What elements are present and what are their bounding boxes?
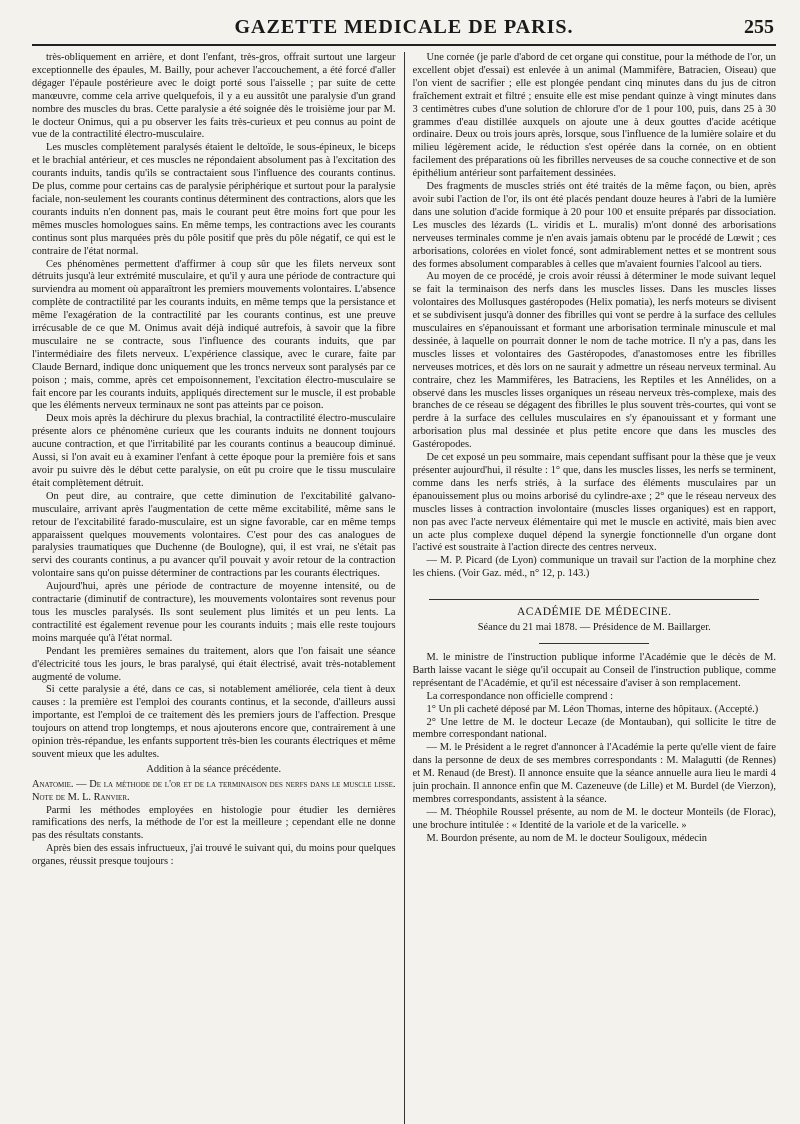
- page-number: 255: [744, 16, 774, 38]
- paragraph: — M. P. Picard (de Lyon) communique un travail sur l'action de la morphine chez les chiens. (Voir Gaz. méd., n° 12, p. 143.): [412, 555, 776, 580]
- paragraph: 1° Un pli cacheté déposé par M. Léon Thomas, interne des hôpitaux. (Accepté.): [426, 703, 759, 715]
- divider: [539, 643, 649, 644]
- paragraph: Parmi les méthodes employées en histologie pour étudier les dernières ramifications des nerfs, la méthode de l'or est la meilleure ; cependant elle ne donne pas des résultats constants.: [32, 804, 396, 842]
- paragraph: Si cette paralysie a été, dans ce cas, si notablement améliorée, cela tient à deux causes : la première est l'emploi des courants continus, et la seconde, d'ailleurs aussi importante, est l'emploi de ce traitement dès les premiers jours de l'affection. Presque toujours on attend trop longtemps, et nous ajouterons encore que, contrairement à une opinion très-répandue, les enfants supportent très-bien les courants électriques et même souvent mieux que les adultes.: [32, 684, 396, 760]
- page-header: [32, 14, 776, 46]
- left-column: [32, 52, 396, 1124]
- paragraph: Pendant les premières semaines du traitement, alors que l'on faisait une séance d'électricité tous les jours, le bras paralysé, qui était électrisé, avait très-notablement augmenté de volume.: [32, 645, 396, 683]
- article-heading: Anatomie. — De la méthode de l'or et de la terminaison des nerfs dans le muscle lisse. Note de M. L. Ranvier.: [32, 778, 396, 803]
- paragraph: On peut dire, au contraire, que cette diminution de l'excitabilité galvano-musculaire, arrivant après l'augmentation de cette même excitabilité, même sans le retour de l'excitabilité farado-musculaire, est un signe favorable, car en même temps apparaissent quelques mouvements volontaires. C'est pour des cas analogues de paralysies traumatiques que Duchenne (de Boulogne), qui, il est vrai, ne s'était pas servi des courants continus, a pu avancer qu'il pouvait y avoir retour de la contraction volontaire sans qu'on puisse déterminer de contractions par les courants électriques.: [32, 490, 396, 580]
- paragraph: très-obliquement en arrière, et dont l'enfant, très-gros, offrait surtout une largeur exceptionnelle des épaules, M. Bailly, pour achever l'accouchement, a été forcé d'aller dégager l'épaule postérieure avec le doigt porté sous l'aisselle ; par suite de cette manœuvre, comme cela arrive quelquefois, il y a eu aussitôt une paralysie d'un grand nombre des muscles du bras. Cette paralysie a été soignée dès le troisième jour par M. le docteur Onimus, qui a pu observer les faits très-curieux et peu connus au point de vue de la contractilité électro-musculaire.: [32, 52, 396, 141]
- columns: [32, 52, 776, 1124]
- session-line: Séance du 21 mai 1878. — Présidence de M. Baillarger.: [477, 622, 711, 634]
- paragraph: Une cornée (je parle d'abord de cet organe qui constitue, pour la méthode de l'or, un excellent objet d'essai) est enlevée à un animal (Mammifère, Batracien, Oiseau) que l'on vient de sacrifier ; elle est plongée pendant cinq minutes dans du jus de citron fraîchement extrait et filtré ; ensuite elle est mise pendant quinze à vingt minutes dans 3 centimètres cubes d'une solution de chlorure d'or de 1 pour 100, puis, dans 25 à 30 grammes d'eau distillée auxquels on ajoute une à deux gouttes d'acide acétique ordinaire. Deux ou trois jours après, lorsque, sous l'influence de la lumière solaire et du milieu légèrement acide, le réduction s'est opérée dans la cornée, on en obtient facilement des préparations où les fibrilles nerveuses de sa couche connective et de son épithélium antérieur sont parfaitement dessinées.: [412, 52, 776, 180]
- paragraph: Des fragments de muscles striés ont été traités de la même façon, ou bien, après avoir subi l'action de l'or, ils ont été placés pendant douze heures à l'abri de la lumière dans une solution d'acide formique à 20 pour 100 et ensuite préparés par dissociation. Les muscles des lézards (L. viridis et L. muralis) m'ont donné des arborisations nerveuses terminales comme je n'en avais jamais obtenu par le procédé de Lœwit ; ces arborisations, colorées en violet foncé, sont admirablement nettes et se montrent sous des formes absolument comparables à celles que m'avaient fournies l'alcool au tiers.: [412, 181, 776, 270]
- right-column: [413, 52, 777, 1124]
- column-divider: [404, 52, 405, 1124]
- paragraph: De cet exposé un peu sommaire, mais cependant suffisant pour la thèse que je veux présenter aujourd'hui, il résulte : 1° que, dans les muscles lisses, les nerfs se terminent, comme dans les nerfs striés, à la surface des éléments musculaires par un épanouissement plus ou moins arborisé du cylindre-axe ; 2° que le réseau nerveux des muscles lisses à contraction involontaire (muscles lisses organiques) est en rapport, non pas avec l'acte nerveux élémentaire qui met le muscle en activité, mais bien avec un acte plus complexe duquel dépend la synergie fonctionnelle d'un organe dont l'activé est soustraite à l'action directe des centres nerveux.: [412, 452, 776, 554]
- paragraph: Aujourd'hui, après une période de contracture de moyenne intensité, ou de contractarie (diminutif de contracture), les mouvements volontaires sont revenus pour tous les muscles paralysés. Ils sont seulement plus limités et un peu lents. La contractilité est également revenue pour les courants induits ; mais elle reste toujours moins marquée qu'à l'état normal.: [32, 581, 396, 644]
- journal-title: GAZETTE MEDICALE DE PARIS.: [234, 16, 574, 38]
- paragraph: Les muscles complètement paralysés étaient le deltoïde, le sous-épineux, le biceps et le brachial antérieur, et ces muscles ne répondaient absolument pas à l'excitation des courants induits, tandis qu'ils se contractaient sous l'influence des courants continus. De plus, comme pour certains cas de paralysie périphérique et surtout pour la paralysie faciale, non-seulement les courants continus déterminent des contractions, alors que les courants induits n'en donnent pas, mais le courant peut être moins fort que pour les mêmes muscles homologues sains. En même temps, les contractions avec les courants continus sont plus marquées près du pôle positif que près du pôle négatif, ce qui est le contraire de l'état normal.: [32, 142, 396, 257]
- section-divider: [429, 599, 759, 600]
- paragraph: M. Bourdon présente, au nom de M. le docteur Souligoux, médecin: [426, 832, 707, 844]
- paragraph: — M. Théophile Roussel présente, au nom de M. le docteur Monteils (de Florac), une brochure intitulée : « Identité de la variole et de la varicelle. »: [412, 806, 776, 831]
- paragraph: 2° Une lettre de M. le docteur Lecaze (de Montauban), qui sollicite le titre de membre correspondant national.: [412, 716, 776, 741]
- section-title: ACADÉMIE DE MÉDECINE.: [516, 606, 672, 619]
- paragraph: Ces phénomènes permettent d'affirmer à coup sûr que les filets nerveux sont détruits jusqu'à leur extrémité musculaire, et qu'il y aura une période de contracture qui surviendra au moment où apparaîtront les premiers mouvements volontaires. L'absence complète de contractilité par les courants induits, en même temps que la persistance et même l'exagération de la contractilité par les courants continus, est une preuve irrécusable de ce que M. Onimus avait déjà indiqué autrefois, à savoir que la fibre musculaire ne se contracte, sous l'influence des courants induits, que par l'intermédiaire des filets nerveux. L'expérience classique, avec le curare, faite par Claude Bernard, indique donc uniquement que les troncs nerveux sont paralysés par ce poison ; mais, comme, après cet empoisonnement, l'excitation électro-musculaire se fait encore par les courants induits, appliqués directement sur le muscle, il est probable que les éléments nerveux terminaux ne sont pas atteints par ce poison.: [32, 258, 396, 412]
- section-note: Addition à la séance précédente.: [146, 763, 282, 775]
- paragraph: M. le ministre de l'instruction publique informe l'Académie que le décès de M. Barth laisse vacant le siège qu'il occupait au Conseil de l'instruction publique, comme représentant de l'Académie, et qu'il est nécessaire d'aviser à son remplacement.: [412, 651, 776, 689]
- paragraph: — M. le Président a le regret d'annoncer à l'Académie la perte qu'elle vient de faire dans la personne de deux de ses membres correspondants : M. Malagutti (de Rennes) et M. Renaud (de Brest). Il annonce ensuite que la séance annuelle aura lieu le mardi 4 juin prochain. Il annonce enfin que M. Cazeneuve (de Lille) et M. Burdel (de Vierzon), membres correspondants, assistent à la séance.: [412, 742, 776, 805]
- paragraph: Après bien des essais infructueux, j'ai trouvé le suivant qui, du moins pour quelques organes, réussit presque toujours :: [32, 843, 396, 868]
- paragraph: Deux mois après la déchirure du plexus brachial, la contractilité électro-musculaire présente alors ce phénomène curieux que les courants induits ne donnent toujours aucune contraction, et que l'irritabilité par les courants continus a beaucoup diminué. Aussi, si l'on avait eu à examiner l'enfant à cette époque pour la première fois et sans avoir pu suivre dès le début cette paralysie, on eût pu croire que le tissu musculaire était complètement détruit.: [32, 413, 396, 489]
- paragraph: Au moyen de ce procédé, je crois avoir réussi à déterminer le mode suivant lequel se fait la terminaison des nerfs dans les muscles lisses. Dans les muscles lisses volontaires des Mollusques gastéropodes (Helix pomatia), les nerfs moteurs se divisent et se subdivisent jusqu'à donner des fibrilles qui vont se perdre à la surface des cellules musculaires en s'épanouissant et formant une arborisation terminale minuscule et mal dessinée, à laquelle on pourrait donner le nom de tache motrice. Il n'y a pas, dans les muscles lisses et volontaires des Gastéropodes, d'anastomoses entre les fibrilles nerveuses motrices, et dès lors on ne saurait y admettre un réseau nerveux terminal. Au contraire, chez les Mammifères, les Batraciens, les Reptiles et les Annélides, on a observé dans les muscles lisses organiques un réseau nerveux très-complexe, mais des branches de ce réseau se dégagent des fibrilles le plus souvent très-courtes, qui vont se perdre à la surface des cellules musculaires en s'y épanouissant et y formant une arborisation plus mal dessinée et plus petite encore que dans les muscles des Gastéropodes.: [412, 271, 776, 451]
- paragraph: La correspondance non officielle comprend :: [426, 690, 613, 702]
